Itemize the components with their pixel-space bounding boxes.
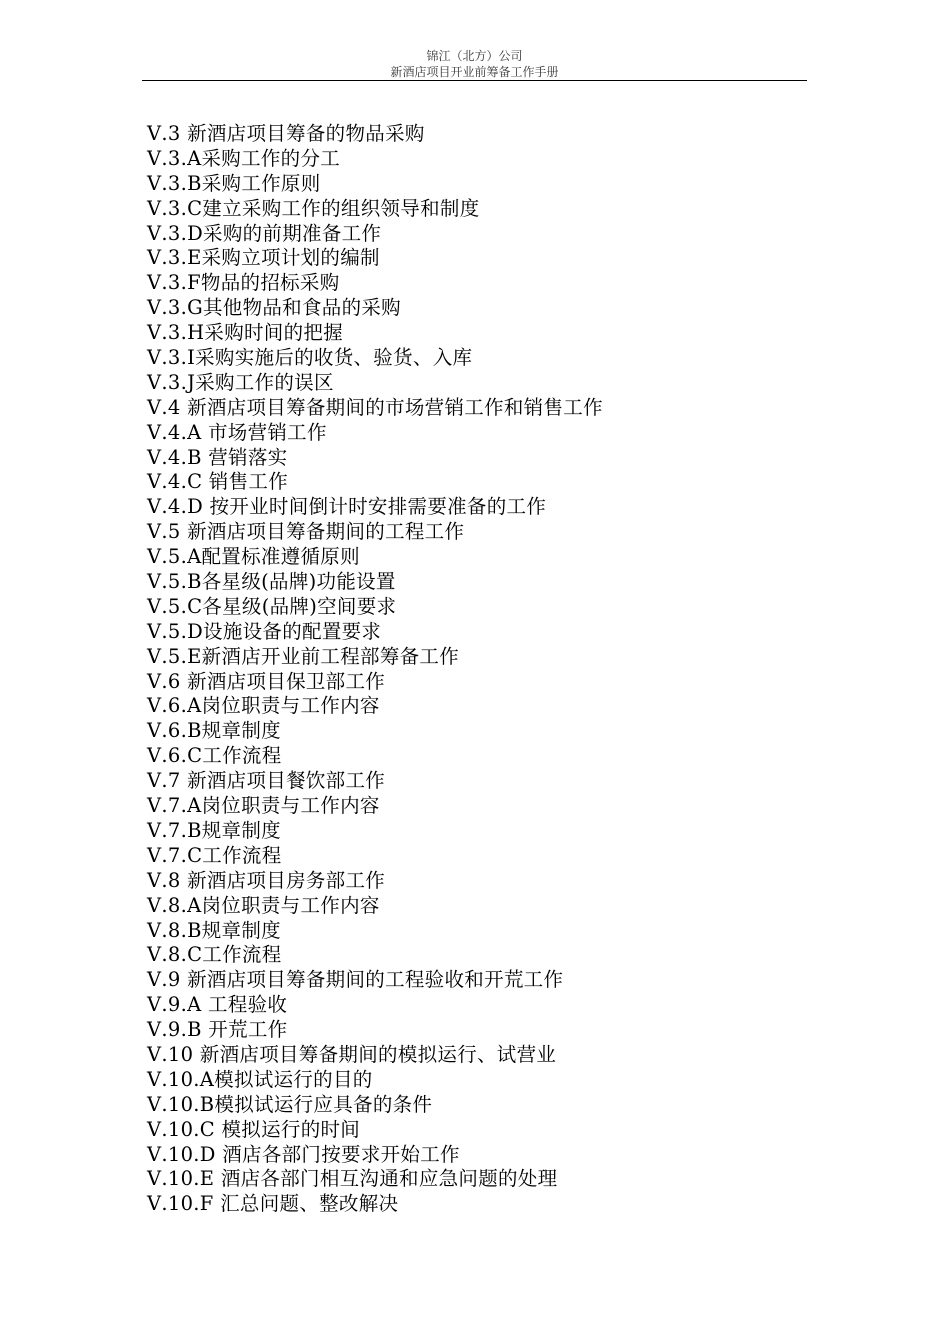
header-company: 锦江（北方）公司 (426, 49, 523, 63)
toc-entry: Ⅴ.4.D 按开业时间倒计时安排需要准备的工作 (147, 495, 547, 519)
toc-entry: Ⅴ.3.F物品的招标采购 (147, 271, 340, 295)
toc-entry: Ⅴ.7.B规章制度 (147, 818, 281, 842)
toc-entry: Ⅴ.5.E新酒店开业前工程部筹备工作 (147, 644, 460, 668)
toc-entry: Ⅴ.6.A岗位职责与工作内容 (147, 694, 380, 718)
toc-entry: Ⅴ.3.A采购工作的分工 (147, 146, 341, 170)
toc-entry: Ⅴ.6.B规章制度 (147, 719, 281, 743)
toc-entry: Ⅴ.9.B 开荒工作 (147, 1018, 288, 1042)
toc-entry: Ⅴ.10.D 酒店各部门按要求开始工作 (147, 1142, 460, 1166)
header-divider (142, 80, 807, 81)
toc-entry: Ⅴ.5.C各星级(品牌)空间要求 (147, 594, 397, 618)
toc-entry: Ⅴ.10.F 汇总问题、整改解决 (147, 1192, 399, 1216)
toc-entry: Ⅴ.4.C 销售工作 (147, 470, 289, 494)
toc-entry: Ⅴ.5.D设施设备的配置要求 (147, 619, 382, 643)
toc-entry: Ⅴ.6 新酒店项目保卫部工作 (147, 669, 386, 693)
toc-entry: Ⅴ.10.B模拟试运行应具备的条件 (147, 1092, 433, 1116)
toc-entry: Ⅴ.9 新酒店项目筹备期间的工程验收和开荒工作 (147, 968, 564, 992)
toc-entry: Ⅴ.3.C建立采购工作的组织领导和制度 (147, 196, 480, 220)
toc-entry: Ⅴ.6.C工作流程 (147, 744, 282, 768)
toc-entry: Ⅴ.3.H采购时间的把握 (147, 321, 343, 345)
toc-entry: Ⅴ.7 新酒店项目餐饮部工作 (147, 769, 386, 793)
toc-entry: Ⅴ.8.C工作流程 (147, 943, 282, 967)
toc-entry: Ⅴ.4.B 营销落实 (147, 445, 288, 469)
toc-entry: Ⅴ.8 新酒店项目房务部工作 (147, 868, 386, 892)
toc-entry: Ⅴ.10.A模拟试运行的目的 (147, 1067, 373, 1091)
toc-entry: Ⅴ.3.J采购工作的误区 (147, 370, 334, 394)
toc-entry: Ⅴ.5.A配置标准遵循原则 (147, 545, 360, 569)
toc-entry: Ⅴ.7.C工作流程 (147, 843, 282, 867)
toc-entry: Ⅴ.3.E采购立项计划的编制 (147, 246, 380, 270)
toc-entry: Ⅴ.10.E 酒店各部门相互沟通和应急问题的处理 (147, 1167, 558, 1191)
toc-entry: Ⅴ.7.A岗位职责与工作内容 (147, 794, 380, 818)
toc-entry: Ⅴ.8.B规章制度 (147, 918, 281, 942)
toc-entry: Ⅴ.4.A 市场营销工作 (147, 420, 327, 444)
toc-entry: Ⅴ.3.D采购的前期准备工作 (147, 221, 382, 245)
toc-entry: Ⅴ.5 新酒店项目筹备期间的工程工作 (147, 520, 465, 544)
toc-entry: Ⅴ.4 新酒店项目筹备期间的市场营销工作和销售工作 (147, 395, 603, 419)
page-header (142, 48, 807, 80)
header-manual-title: 新酒店项目开业前筹备工作手册 (390, 65, 559, 79)
toc-entry: Ⅴ.10.C 模拟运行的时间 (147, 1117, 361, 1141)
toc-entry: Ⅴ.3 新酒店项目筹备的物品采购 (147, 122, 425, 145)
toc-entry: Ⅴ.3.I采购实施后的收货、验货、入库 (147, 346, 473, 370)
toc-entry: Ⅴ.10 新酒店项目筹备期间的模拟运行、试营业 (147, 1042, 557, 1066)
toc-entry: Ⅴ.5.B各星级(品牌)功能设置 (147, 570, 396, 594)
toc-entry: Ⅴ.3.G其他物品和食品的采购 (147, 296, 401, 320)
table-of-contents (147, 122, 807, 1217)
toc-entry: Ⅴ.9.A 工程验收 (147, 993, 288, 1017)
toc-entry: Ⅴ.3.B采购工作原则 (147, 171, 321, 195)
toc-entry: Ⅴ.8.A岗位职责与工作内容 (147, 893, 380, 917)
